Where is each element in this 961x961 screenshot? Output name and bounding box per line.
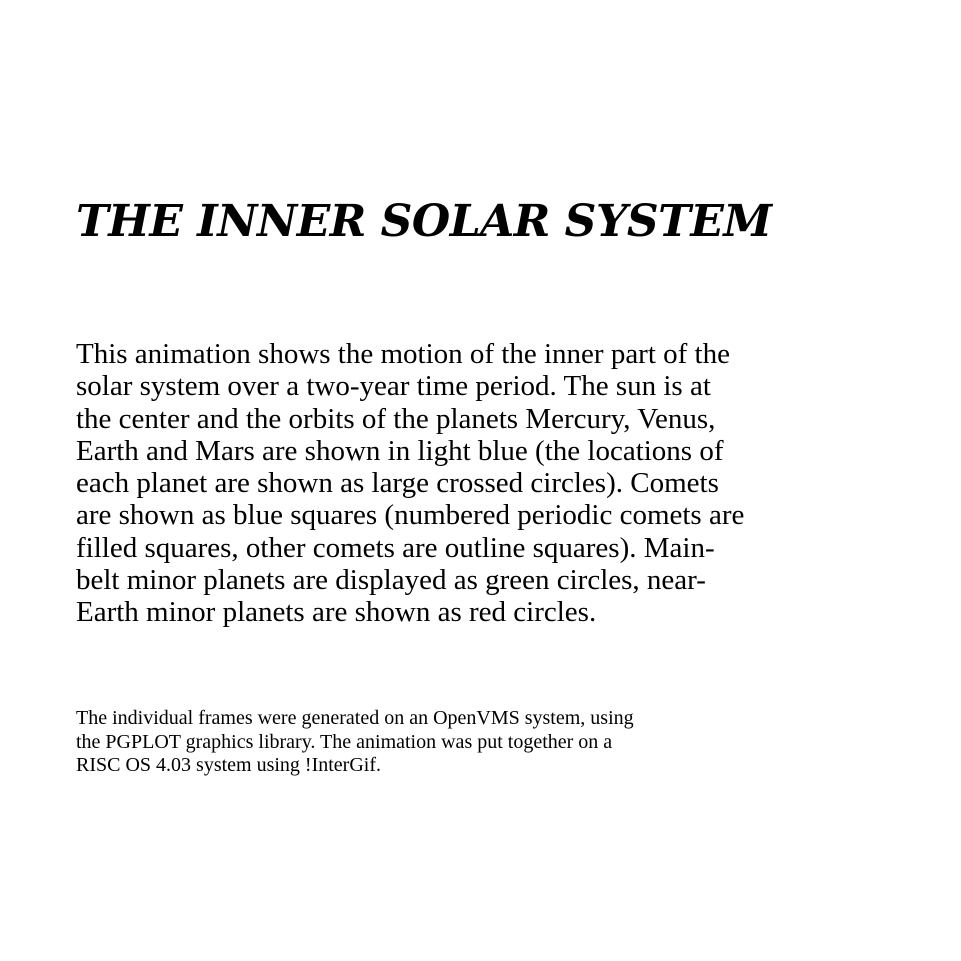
credits-line: The individual frames were generated on an OpenVMS system, using	[76, 707, 634, 729]
description-line: the center and the orbits of the planets Mercury, Venus,	[76, 402, 716, 435]
description-line: each planet are shown as large crossed circles). Comets	[76, 467, 719, 500]
credits-line: the PGPLOT graphics library. The animation was put together on a	[76, 730, 613, 753]
description-line: Earth minor planets are shown as red circles.	[76, 596, 597, 629]
description-line: are shown as blue squares (numbered periodic comets are	[76, 499, 745, 532]
description-line: filled squares, other comets are outline squares). Main-	[76, 531, 715, 564]
description-paragraph	[76, 338, 886, 629]
description-line: solar system over a two-year time period. The sun is at	[76, 370, 711, 403]
description-line: This animation shows the motion of the inner part of the	[76, 338, 730, 370]
page-title: THE INNER SOLAR SYSTEM	[76, 196, 772, 247]
description-line: Earth and Mars are shown in light blue (the locations of	[76, 434, 724, 467]
credits-paragraph	[76, 707, 886, 778]
credits-line: RISC OS 4.03 system using !InterGif.	[76, 754, 381, 776]
description-line: belt minor planets are displayed as green circles, near-	[76, 564, 706, 597]
